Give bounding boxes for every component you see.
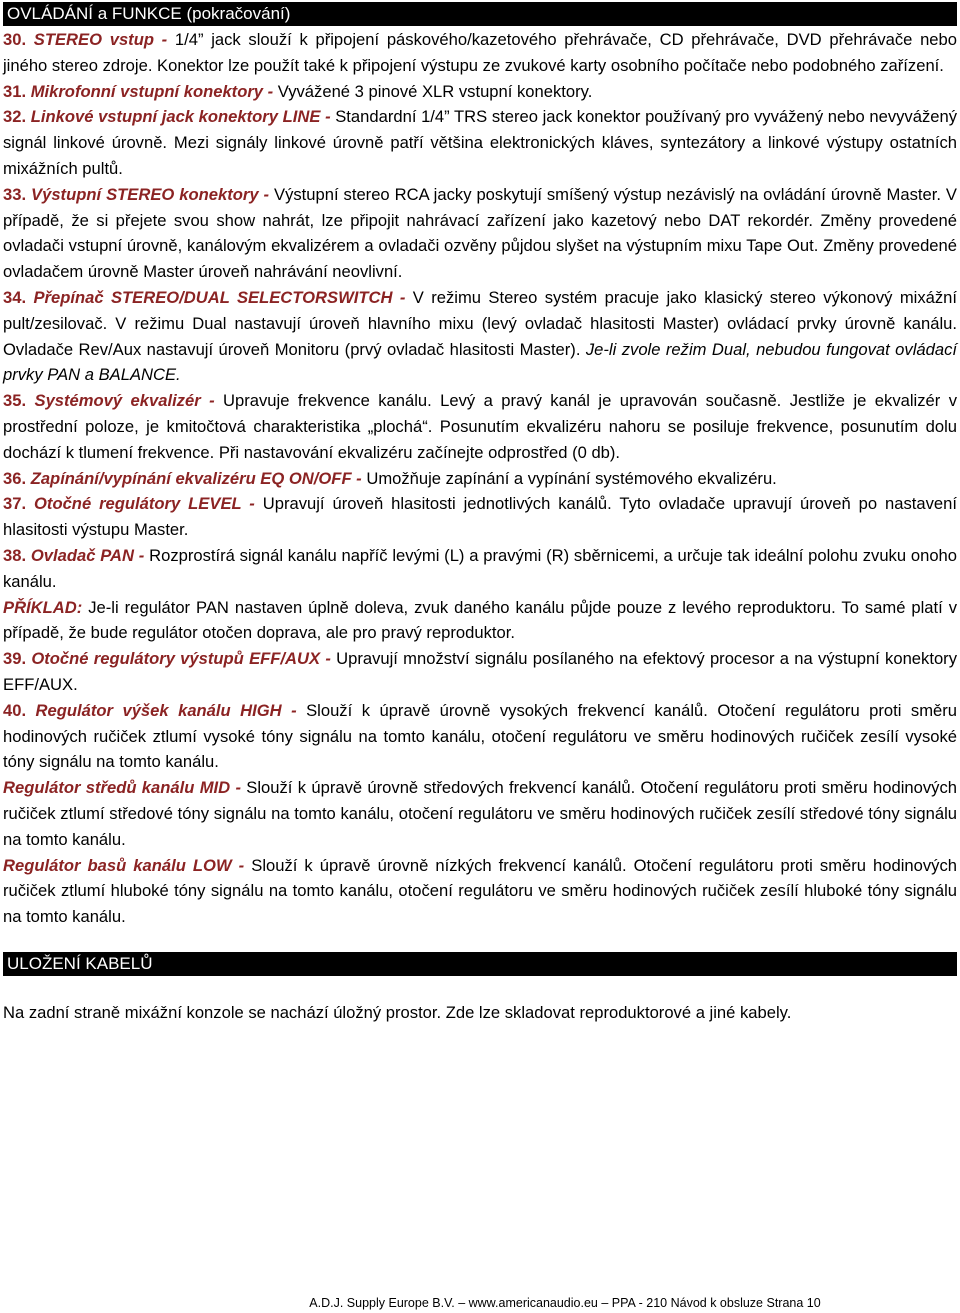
entry-title [3, 649, 331, 668]
control-entry [3, 491, 957, 543]
entry-heading: Zapínání/vypínání ekvalizéru EQ ON/OFF - [26, 468, 362, 488]
entry-heading: Regulátor středů kanálu MID - [3, 778, 241, 798]
entry-heading: STEREO vstup - [26, 30, 168, 49]
entry-body: Rozprostírá signál kanálu napříč levými (L) a pravými (R) sběrnicemi, a určuje tak ideální polohu zvuku onoho kanálu. [3, 545, 958, 591]
entry-title [3, 107, 331, 126]
control-entry [3, 104, 957, 181]
control-entry [3, 853, 957, 930]
entry-number: 36. [3, 468, 27, 488]
entry-heading: Regulátor basů kanálu LOW - [3, 855, 245, 875]
control-entry [3, 27, 957, 79]
entry-body: Upravují množství signálu posílaného na efektový procesor a na výstupní konektory EFF/AUX. [3, 649, 957, 694]
control-entry [3, 543, 957, 595]
entry-body: Upravují úroveň hlasitosti jednotlivých kanálů. Tyto ovladače upravují úroveň po nastavení hlasitosti výstupu Master. [3, 494, 957, 540]
entry-body: Upravuje frekvence kanálu. Levý a pravý kanál je upravován současně. Jestliže je ekvalizér v prostřední poloze, je kmitočtová charakteristika „plochá“. Posunutím ekvalizéru nahoru se posiluje frekvence, posunutím dolu dochází k tlumení frekvence. Při nastavování ekvalizéru začínejte odprostřed (0 db). [3, 391, 957, 462]
entry-title [3, 856, 244, 875]
entry-number: 34. [3, 287, 27, 307]
entry-heading: Mikrofonní vstupní konektory - [26, 81, 274, 101]
entry-heading: Přepínač STEREO/DUAL SELECTORSWITCH - [26, 287, 406, 307]
control-entry [3, 79, 957, 105]
section-header-cable-storage [3, 952, 957, 976]
entry-title [3, 494, 255, 513]
section-title: OVLÁDÁNÍ a FUNKCE (pokračování) [7, 4, 291, 23]
entry-number: 35. [3, 391, 27, 411]
entry-number: 38. [3, 545, 27, 565]
entry-heading: Otočné regulátory výstupů EFF/AUX - [26, 649, 331, 669]
entry-number: 31. [3, 81, 27, 101]
entry-title [3, 778, 241, 797]
entry-body: Výstupní stereo RCA jacky poskytují smíšený výstup nezávislý na ovládání úrovně Master. V případě, že si přejete svou show nahrát, lze připojit nahrávací zařízení jako kazetový nebo DAT rekordér. Změny provedené ovladači vstupní úrovně, kanálovým ekvalizérem a ovladači ozvěny půjdou slyšet na výstupním mixu Tape Out. Změny provedené ovladačem úrovně Master úroveň nahrávání neovlivní. [3, 184, 957, 282]
section-title: ULOŽENÍ KABELŮ [7, 953, 153, 973]
document-page [3, 0, 957, 1026]
entry-number: 30. [3, 30, 27, 49]
cable-storage-paragraph: Na zadní straně mixážní konzole se nachází úložný prostor. Zde lze skladovat reproduktorové a jiné kabely. [3, 1002, 792, 1022]
entry-heading: Výstupní STEREO konektory - [26, 184, 270, 204]
entry-body: Slouží k úpravě úrovně vysokých frekvencí kanálů. Otočení regulátoru proti směru hodinových ručiček ztlumí vysoké tóny signálu na tomto kanálu, otočení regulátoru ve směru hodinových ručiček zesílí vysoké tóny signálu na tomto kanálu. [3, 700, 958, 772]
control-entry [3, 775, 957, 852]
entry-title [3, 701, 297, 720]
entry-body: Je-li regulátor PAN nastaven úplně doleva, zvuk daného kanálu půjde pouze z levého reproduktoru. To samé platí v případě, že bude regulátor otočen doprava, ale pro pravý reproduktor. [3, 597, 957, 643]
entry-title [3, 288, 405, 307]
entry-heading: Regulátor výšek kanálu HIGH - [26, 700, 297, 720]
entry-list [3, 27, 957, 930]
entry-body: Vyvážené 3 pinové XLR vstupní konektory. [273, 81, 593, 101]
control-entry [3, 388, 957, 465]
control-entry [3, 646, 957, 698]
entry-title [3, 185, 269, 204]
entry-title [3, 598, 82, 617]
entry-body: Slouží k úpravě úrovně středových frekvencí kanálů. Otočení regulátoru proti směru hodinových ručiček ztlumí středové tóny signálu na tomto kanálu, otočení regulátoru ve směru hodinových ručiček zesílí středové tóny signálu na tomto kanálu. [3, 778, 957, 849]
entry-title [3, 469, 362, 488]
control-entry [3, 466, 957, 492]
control-entry [3, 285, 957, 388]
entry-body: Slouží k úpravě úrovně nízkých frekvencí kanálů. Otočení regulátoru proti směru hodinových ručiček ztlumí hluboké tóny signálu na tomto kanálu, otočení regulátoru ve směru hodinových ručiček zesílí hluboké tóny signálu na tomto kanálu. [3, 855, 957, 927]
entry-title [3, 82, 273, 101]
entry-heading: Systémový ekvalizér - [26, 391, 215, 411]
entry-body: V režimu Stereo systém pracuje jako klasický stereo výkonový mixážní pult/zesilovač. V režimu Dual nastavují úroveň hlavního mixu (levý ovladač hlasitosti Master) ovládací prvky úrovně kanálu. Ovladače Rev/Aux nastavují úroveň Monitoru (prvý ovladač hlasitosti Master). [3, 287, 957, 359]
section-header-controls [3, 2, 957, 26]
entry-number: 39. [3, 649, 27, 669]
entry-heading: Ovladač PAN - [26, 545, 145, 565]
entry-number: 40. [3, 700, 27, 720]
entry-title [3, 546, 144, 565]
entry-note: Je-li zvole režim Dual, nebudou fungovat ovládací prvky PAN a BALANCE. [3, 339, 957, 385]
entry-heading: Otočné regulátory LEVEL - [26, 494, 255, 514]
entry-number: 37. [3, 494, 27, 514]
control-entry [3, 182, 957, 285]
page-footer: A.D.J. Supply Europe B.V. – www.americanaudio.eu – PPA - 210 Návod k obsluze Strana 10 [309, 1296, 821, 1310]
entry-body: 1/4” jack slouží k připojení páskového/kazetového přehrávače, CD přehrávače, DVD přehrávače nebo jiného stereo zdroje. Konektor lze použít také k připojení výstupu ze zvukové karty osobního počítače nebo podobného zařízení. [3, 30, 957, 75]
entry-number: 32. [3, 107, 27, 127]
control-entry [3, 595, 957, 647]
entry-heading: PŘÍKLAD: [3, 597, 83, 617]
entry-title [3, 30, 167, 49]
entry-title [3, 391, 215, 410]
entry-body: Standardní 1/4” TRS stereo jack konektor používaný pro vyvážený nebo nevyvážený signál linkové úrovně. Mezi signály linkové úrovně patří většina elektronických kláves, syntezátory a linkové výstupy ostatních mixážních pultů. [3, 107, 957, 178]
control-entry [3, 698, 957, 775]
entry-number: 33. [3, 184, 27, 204]
entry-heading: Linkové vstupní jack konektory LINE - [26, 107, 331, 127]
entry-body: Umožňuje zapínání a vypínání systémového ekvalizéru. [361, 468, 777, 488]
